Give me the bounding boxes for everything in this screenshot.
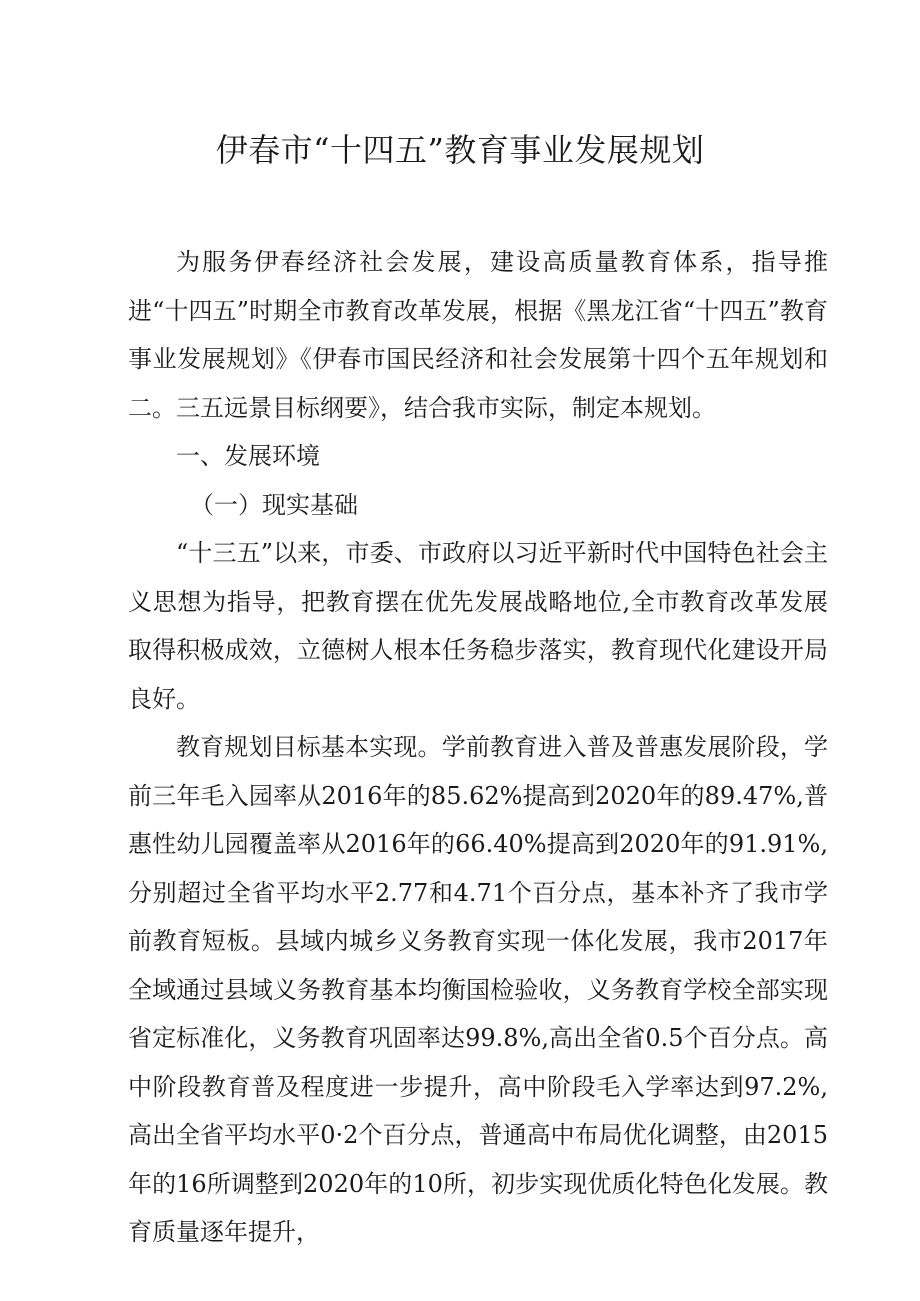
paragraph-planning-goals: 教育规划目标基本实现。学前教育进入普及普惠发展阶段，学前三年毛入园率从2016年的85.62%提高到2020年的89.47%,普惠性幼儿园覆盖率从2016年的66.40%提高到2020年的91.91%,分别超过全省平均水平2.77和4.71个百分点，基本补齐了我市学前教育短板。县域内城乡义务教育实现一体化发展，我市2017年全域通过县域义务教育基本均衡国检验收，义务教育学校全部实现省定标准化，义务教育巩固率达99.8%,高出全省0.5个百分点。高中阶段教育普及程度进一步提升，高中阶段毛入学率达到97.2%,高出全省平均水平0·2个百分点，普通高中布局优化调整，由2015年的16所调整到2020年的10所，初步实现优质化特色化发展。教育质量逐年提升， bbox=[128, 733, 828, 1246]
document-title: 伊春市“十四五”教育事业发展规划 bbox=[215, 131, 705, 169]
document-body bbox=[128, 238, 828, 1257]
paragraph-achievements-overview: “十三五”以来，市委、市政府以习近平新时代中国特色社会主义思想为指导，把教育摆在优先发展战略地位,全市教育改革发展取得积极成效，立德树人根本任务稳步落实，教育现代化建设开局良好。 bbox=[128, 539, 828, 713]
section-heading-development-environment: 一、发展环境 bbox=[176, 442, 320, 470]
subsection-heading-current-foundation: （一）现实基础 bbox=[190, 490, 358, 519]
intro-paragraph: 为服务伊春经济社会发展，建设高质量教育体系，指导推进“十四五”时期全市教育改革发展，根据《黑龙江省“十四五”教育事业发展规划》《伊春市国民经济和社会发展第十四个五年规划和二。三五远景目标纲要》，结合我市实际，制定本规划。 bbox=[128, 248, 828, 422]
